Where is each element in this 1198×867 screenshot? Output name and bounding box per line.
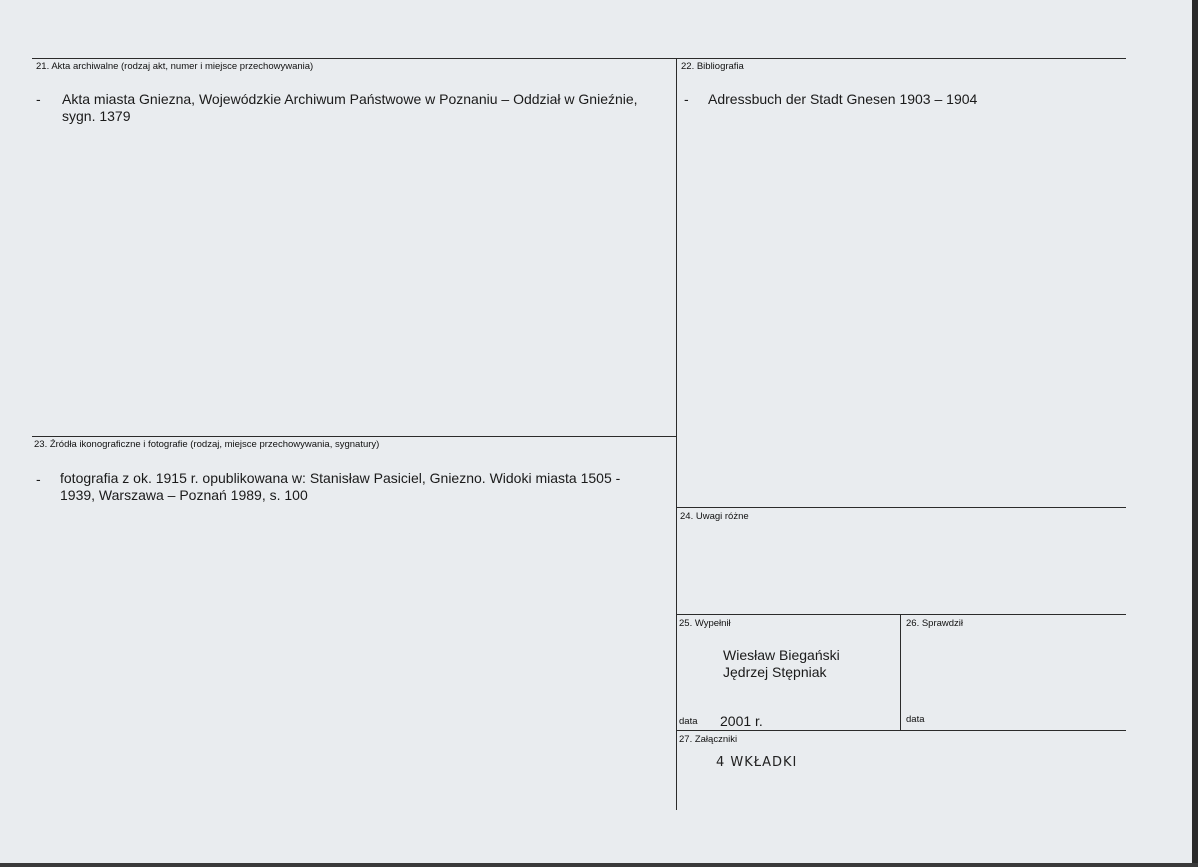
- section-23-top-rule: [32, 436, 676, 437]
- section-24-top-rule: [676, 507, 1126, 508]
- section-23-label: 23. Źródła ikonograficzne i fotografie (rodzaj, miejsce przechowywania, sygnatury): [34, 439, 380, 450]
- attachments-handwritten-note: 4 WKŁADKI: [716, 755, 798, 770]
- section-26-label: 26. Sprawdził: [906, 618, 964, 629]
- section-21-label: 21. Akta archiwalne (rodzaj akt, numer i miejsce przechowywania): [36, 61, 314, 72]
- section-24-label: 24. Uwagi różne: [680, 511, 749, 522]
- section-27-label: 27. Załączniki: [679, 734, 738, 745]
- section-25-label: 25. Wypełnił: [679, 618, 731, 629]
- top-rule: [32, 58, 1126, 59]
- bullet-dash: -: [36, 471, 41, 487]
- center-divider: [676, 58, 677, 810]
- bullet-dash: -: [36, 91, 41, 107]
- section-27-top-rule: [676, 730, 1126, 731]
- section-26-date-label: data: [906, 714, 925, 725]
- bullet-dash: -: [684, 91, 689, 107]
- scan-edge-bottom: [0, 863, 1198, 867]
- section-22-label: 22. Bibliografia: [681, 61, 744, 72]
- photo-source-line2: 1939, Warszawa – Poznań 1989, s. 100: [60, 487, 308, 503]
- section-25-top-rule: [676, 614, 1126, 615]
- archive-entry-line1: Akta miasta Gniezna, Wojewódzkie Archiwum Państwowe w Poznaniu – Oddział w Gnieźnie,: [62, 91, 638, 107]
- section-25-date-label: data: [679, 716, 698, 727]
- photo-source-line1: fotografia z ok. 1915 r. opublikowana w: Stanisław Pasiciel, Gniezno. Widoki miasta 1505 -: [60, 470, 621, 486]
- section-25-26-divider: [900, 614, 901, 730]
- bibliography-entry: Adressbuch der Stadt Gnesen 1903 – 1904: [708, 91, 978, 107]
- archive-entry-line2: sygn. 1379: [62, 108, 131, 124]
- filled-by-name-1: Wiesław Biegański: [723, 647, 840, 663]
- filled-by-name-2: Jędrzej Stępniak: [723, 664, 827, 680]
- section-25-date-value: 2001 r.: [720, 713, 763, 729]
- scan-edge-right: [1192, 0, 1198, 867]
